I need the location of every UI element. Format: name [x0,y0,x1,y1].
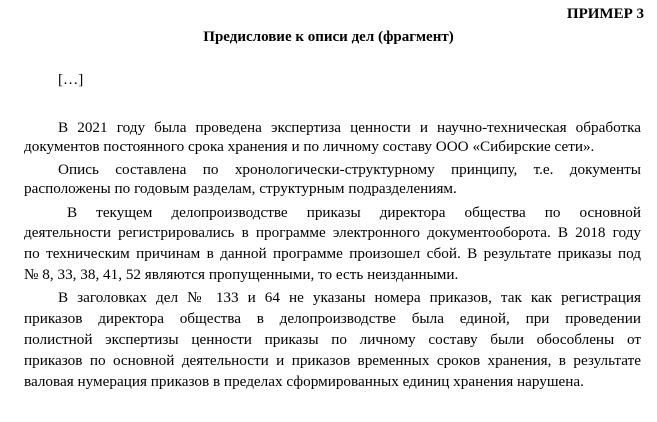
text-line: В 2021 году была проведена экспертиза ценности и научно-техническая обработка [58,119,641,136]
text-line: В текущем делопроизводстве приказы директора общества по основной [67,204,641,221]
text-line: № 8, 33, 38, 41, 52 являются пропущенными, то есть неизданными. [24,266,459,283]
text-line: по техническим причинам в данной программе произошел сбой. В результате приказы под [24,245,641,262]
text-line: деятельности регистрировались в программе электронного документооборота. В 2018 году [24,224,641,241]
text-line: приказов по основной деятельности и приказов временных сроков хранения, в результате [24,352,641,369]
text-line: приказов директора общества в делопроизводстве была единой, при проведении [24,310,641,327]
text-line: документов постоянного срока хранения и по личному составу ООО «Сибирские сети». [24,138,595,155]
text-line: расположены по годовым разделам, структурным подразделениям. [24,180,457,197]
text-line: полистной экспертизы ценности приказы по личному составу были обособлены от [24,331,641,348]
text-line: Опись составлена по хронологически-структурному принципу, т.е. документы [58,161,641,178]
example-label: ПРИМЕР 3 [566,6,644,22]
text-line: валовая нумерация приказов в пределах сформированных единиц хранения нарушена. [24,373,584,390]
text-line: В заголовках дел № 133 и 64 не указаны номера приказов, так как регистрация [58,289,641,306]
omission-mark: […] [58,71,84,88]
document-title: Предисловие к описи дел (фрагмент) [203,29,454,45]
